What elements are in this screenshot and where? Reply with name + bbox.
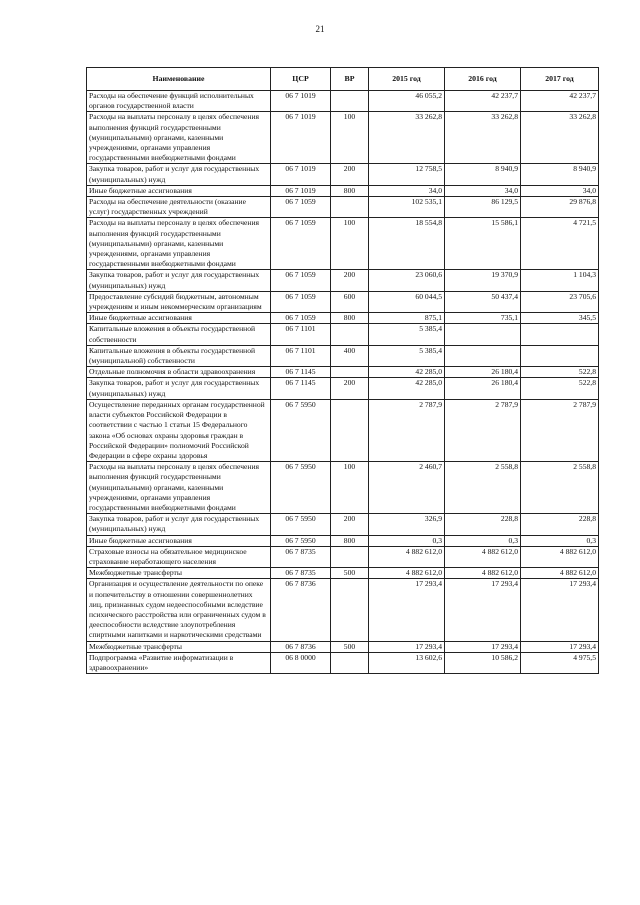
cell-csr: 06 7 1059 (271, 197, 331, 218)
cell-2015: 102 535,1 (369, 197, 445, 218)
cell-2016: 15 586,1 (445, 218, 521, 270)
cell-vr: 400 (331, 345, 369, 366)
cell-name: Организация и осуществление деятельности по опеке и попечительству в отношении совершеннолетних лиц, признанных судом недееспособными вследствие психического расстройства или ограниченных судом в дееспособности вследствие злоупотребления спиртными напитками и наркотическими средствами (87, 579, 271, 641)
cell-2016: 17 293,4 (445, 579, 521, 641)
cell-name: Страховые взносы на обязательное медицинское страхование неработающего населения (87, 546, 271, 567)
cell-2017 (521, 345, 599, 366)
cell-csr: 06 7 1059 (271, 218, 331, 270)
cell-csr: 06 8 0000 (271, 652, 331, 673)
cell-vr (331, 579, 369, 641)
table-row (87, 164, 599, 185)
cell-csr: 06 7 1059 (271, 270, 331, 291)
cell-2017: 345,5 (521, 313, 599, 324)
cell-2017: 522,8 (521, 378, 599, 399)
cell-2016: 0,3 (445, 535, 521, 546)
cell-csr: 06 7 5950 (271, 399, 331, 461)
cell-name: Иные бюджетные ассигнования (87, 535, 271, 546)
header-name: Наименование (87, 68, 271, 91)
cell-2016: 8 940,9 (445, 164, 521, 185)
cell-vr: 200 (331, 378, 369, 399)
cell-2017 (521, 324, 599, 345)
cell-name: Иные бюджетные ассигнования (87, 185, 271, 196)
table-row (87, 91, 599, 112)
header-csr: ЦСР (271, 68, 331, 91)
cell-vr (331, 546, 369, 567)
cell-csr: 06 7 1145 (271, 378, 331, 399)
cell-csr: 06 7 8736 (271, 579, 331, 641)
cell-vr: 800 (331, 185, 369, 196)
cell-2015: 23 060,6 (369, 270, 445, 291)
cell-2016: 50 437,4 (445, 291, 521, 312)
cell-2016: 735,1 (445, 313, 521, 324)
cell-2016: 17 293,4 (445, 641, 521, 652)
cell-name: Расходы на выплаты персоналу в целях обеспечения выполнения функций государственными (муниципальными) органами, казенными учреждениями, органами управления государственными внебюджетными фондами (87, 218, 271, 270)
table-row (87, 367, 599, 378)
cell-2015: 13 602,6 (369, 652, 445, 673)
cell-2016: 4 882 612,0 (445, 568, 521, 579)
table-row (87, 546, 599, 567)
cell-2017: 42 237,7 (521, 91, 599, 112)
cell-name: Расходы на обеспечение деятельности (оказание услуг) государственных учреждений (87, 197, 271, 218)
table-body (87, 91, 599, 674)
cell-2017: 4 975,5 (521, 652, 599, 673)
cell-2017: 2 558,8 (521, 462, 599, 514)
cell-vr (331, 399, 369, 461)
cell-csr: 06 7 1019 (271, 185, 331, 196)
cell-2017: 8 940,9 (521, 164, 599, 185)
cell-2017: 17 293,4 (521, 641, 599, 652)
cell-2017: 34,0 (521, 185, 599, 196)
cell-name: Осуществление переданных органам государственной власти субъектов Российской Федерации в соответствии с частью 1 статьи 15 Федерального закона «Об основах охраны здоровья граждан в Российской Федерации» полномочий Российской Федерации в сфере охраны здоровья (87, 399, 271, 461)
table-row (87, 270, 599, 291)
cell-2017: 33 262,8 (521, 112, 599, 164)
cell-csr: 06 7 8736 (271, 641, 331, 652)
cell-2016 (445, 345, 521, 366)
cell-csr: 06 7 1019 (271, 112, 331, 164)
cell-2017: 23 705,6 (521, 291, 599, 312)
cell-csr: 06 7 5950 (271, 514, 331, 535)
page-number: 21 (315, 24, 325, 34)
cell-2016: 34,0 (445, 185, 521, 196)
cell-csr: 06 7 1059 (271, 291, 331, 312)
cell-2017: 228,8 (521, 514, 599, 535)
cell-2017: 4 882 612,0 (521, 568, 599, 579)
cell-2015: 0,3 (369, 535, 445, 546)
table-row (87, 579, 599, 641)
cell-csr: 06 7 1145 (271, 367, 331, 378)
cell-2015: 326,9 (369, 514, 445, 535)
header-2016: 2016 год (445, 68, 521, 91)
cell-csr: 06 7 5950 (271, 462, 331, 514)
cell-2016: 42 237,7 (445, 91, 521, 112)
cell-name: Иные бюджетные ассигнования (87, 313, 271, 324)
cell-2015: 17 293,4 (369, 579, 445, 641)
table-row (87, 218, 599, 270)
cell-vr: 500 (331, 568, 369, 579)
cell-2016: 10 586,2 (445, 652, 521, 673)
table-row (87, 313, 599, 324)
cell-2015: 18 554,8 (369, 218, 445, 270)
cell-2015: 42 285,0 (369, 378, 445, 399)
cell-2017: 17 293,4 (521, 579, 599, 641)
table-row (87, 535, 599, 546)
cell-2015: 2 787,9 (369, 399, 445, 461)
table-row (87, 462, 599, 514)
cell-2017: 1 104,3 (521, 270, 599, 291)
cell-csr: 06 7 1059 (271, 313, 331, 324)
table-row (87, 378, 599, 399)
cell-2016: 26 180,4 (445, 367, 521, 378)
cell-vr (331, 324, 369, 345)
table-row (87, 568, 599, 579)
cell-2015: 875,1 (369, 313, 445, 324)
cell-vr (331, 91, 369, 112)
cell-vr: 600 (331, 291, 369, 312)
cell-2016: 2 558,8 (445, 462, 521, 514)
cell-name: Межбюджетные трансферты (87, 641, 271, 652)
cell-2015: 42 285,0 (369, 367, 445, 378)
table-row (87, 345, 599, 366)
cell-2015: 60 044,5 (369, 291, 445, 312)
cell-csr: 06 7 5950 (271, 535, 331, 546)
cell-2016: 2 787,9 (445, 399, 521, 461)
table-row (87, 291, 599, 312)
cell-2015: 34,0 (369, 185, 445, 196)
cell-2017: 29 876,8 (521, 197, 599, 218)
cell-name: Расходы на обеспечение функций исполнительных органов государственной власти (87, 91, 271, 112)
cell-2016: 19 370,9 (445, 270, 521, 291)
table-row (87, 197, 599, 218)
cell-vr: 200 (331, 514, 369, 535)
cell-2017: 2 787,9 (521, 399, 599, 461)
cell-2017: 4 721,5 (521, 218, 599, 270)
cell-2016: 86 129,5 (445, 197, 521, 218)
cell-name: Отдельные полномочия в области здравоохранения (87, 367, 271, 378)
cell-name: Капитальные вложения в объекты государственной (муниципальной) собственности (87, 345, 271, 366)
header-2015: 2015 год (369, 68, 445, 91)
cell-csr: 06 7 8735 (271, 568, 331, 579)
cell-2015: 4 882 612,0 (369, 568, 445, 579)
table-header-row (87, 68, 599, 91)
cell-vr: 800 (331, 535, 369, 546)
cell-2016 (445, 324, 521, 345)
cell-vr (331, 367, 369, 378)
header-2017: 2017 год (521, 68, 599, 91)
cell-2016: 4 882 612,0 (445, 546, 521, 567)
cell-vr: 500 (331, 641, 369, 652)
cell-csr: 06 7 1019 (271, 164, 331, 185)
cell-csr: 06 7 1019 (271, 91, 331, 112)
table-row (87, 399, 599, 461)
cell-2015: 17 293,4 (369, 641, 445, 652)
budget-table (86, 67, 599, 674)
cell-vr: 100 (331, 462, 369, 514)
table-row (87, 652, 599, 673)
cell-name: Закупка товаров, работ и услуг для государственных (муниципальных) нужд (87, 514, 271, 535)
cell-vr: 200 (331, 270, 369, 291)
header-vr: ВР (331, 68, 369, 91)
cell-name: Закупка товаров, работ и услуг для государственных (муниципальных) нужд (87, 270, 271, 291)
cell-name: Предоставление субсидий бюджетным, автономным учреждениям и иным некоммерческим организациям (87, 291, 271, 312)
cell-name: Подпрограмма «Развитие информатизации в здравоохранении» (87, 652, 271, 673)
cell-2015: 12 758,5 (369, 164, 445, 185)
cell-2015: 33 262,8 (369, 112, 445, 164)
cell-vr: 100 (331, 218, 369, 270)
cell-name: Расходы на выплаты персоналу в целях обеспечения выполнения функций государственными (муниципальными) органами, казенными учреждениями, органами управления государственными внебюджетными фондами (87, 462, 271, 514)
cell-csr: 06 7 1101 (271, 324, 331, 345)
cell-2017: 0,3 (521, 535, 599, 546)
cell-name: Закупка товаров, работ и услуг для государственных (муниципальных) нужд (87, 164, 271, 185)
cell-2017: 522,8 (521, 367, 599, 378)
cell-2015: 4 882 612,0 (369, 546, 445, 567)
cell-2016: 26 180,4 (445, 378, 521, 399)
cell-2016: 33 262,8 (445, 112, 521, 164)
table-row (87, 185, 599, 196)
cell-2015: 46 055,2 (369, 91, 445, 112)
cell-2016: 228,8 (445, 514, 521, 535)
cell-vr: 100 (331, 112, 369, 164)
cell-2015: 2 460,7 (369, 462, 445, 514)
cell-2015: 5 385,4 (369, 345, 445, 366)
cell-name: Капитальные вложения в объекты государственной собственности (87, 324, 271, 345)
cell-csr: 06 7 8735 (271, 546, 331, 567)
cell-2017: 4 882 612,0 (521, 546, 599, 567)
cell-vr: 800 (331, 313, 369, 324)
cell-vr (331, 652, 369, 673)
cell-vr (331, 197, 369, 218)
cell-2015: 5 385,4 (369, 324, 445, 345)
table-row (87, 112, 599, 164)
table-row (87, 324, 599, 345)
table-row (87, 641, 599, 652)
cell-vr: 200 (331, 164, 369, 185)
cell-name: Закупка товаров, работ и услуг для государственных (муниципальных) нужд (87, 378, 271, 399)
cell-name: Расходы на выплаты персоналу в целях обеспечения выполнения функций государственными (муниципальными) органами, казенными учреждениями, органами управления государственными внебюджетными фондами (87, 112, 271, 164)
cell-name: Межбюджетные трансферты (87, 568, 271, 579)
table-row (87, 514, 599, 535)
cell-csr: 06 7 1101 (271, 345, 331, 366)
